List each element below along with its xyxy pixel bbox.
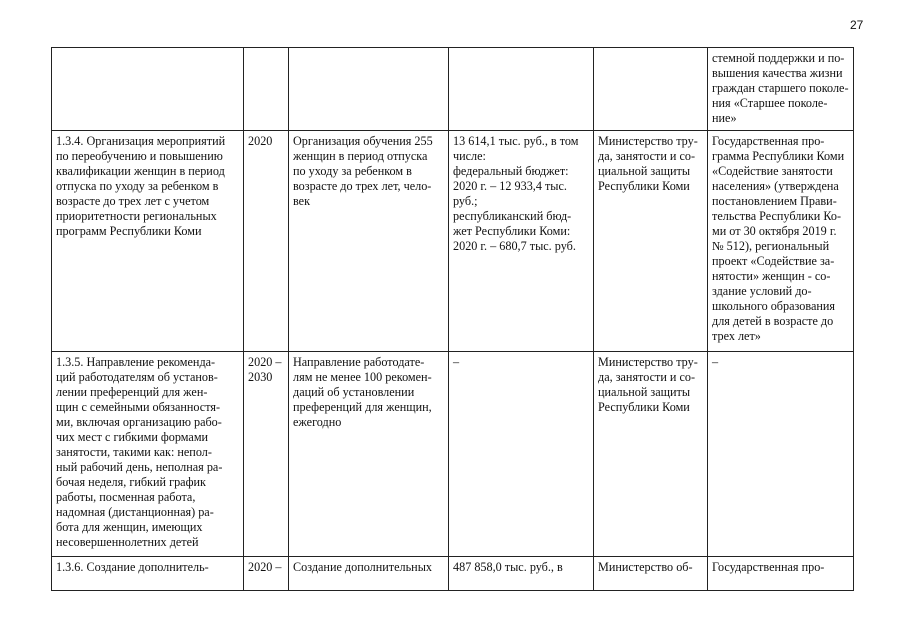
table-row	[52, 557, 854, 591]
table-row	[52, 131, 854, 352]
program-cell: стемной поддержки и по- вышения качества жизни граждан старшего поколе- ния «Старшее поколе- ние»	[708, 48, 854, 131]
period-cell: 2020 –	[244, 557, 289, 591]
funding-cell: 487 858,0 тыс. руб., в	[449, 557, 594, 591]
measures-table	[51, 47, 854, 591]
program-cell: Государственная про- грамма Республики Коми «Содействие занятости населения» (утверждена постановлением Прави- тельства Республики Ко- ми от 30 октября 2019 г. № 512), региональный проект «Содействие за- нятости» женщин - со- здание условий до- школьного образования для детей в возрасте до трех лет»	[708, 131, 854, 352]
measure-cell: 1.3.6. Создание дополнитель-	[52, 557, 244, 591]
measure-cell: 1.3.4. Организация мероприятий по переобучению и повышению квалификации женщин в период отпуска по уходу за ребенком в возрасте до трех лет с учетом приоритетности региональных программ Республики Коми	[52, 131, 244, 352]
executor-cell: Министерство об-	[594, 557, 708, 591]
period-cell: 2020 – 2030	[244, 352, 289, 557]
period-cell: 2020	[244, 131, 289, 352]
table-row	[52, 352, 854, 557]
funding-cell: –	[449, 352, 594, 557]
funding-cell	[449, 48, 594, 131]
executor-cell: Министерство тру- да, занятости и со- циальной защиты Республики Коми	[594, 131, 708, 352]
page-number: 27	[850, 18, 864, 32]
program-cell: –	[708, 352, 854, 557]
table-row	[52, 48, 854, 131]
measure-cell: 1.3.5. Направление рекоменда- ций работодателям об установ- лении преференций для жен- щин с семейными обязанностя- ми, включая организацию рабо- чих мест с гибкими формами занятости, такими как: непол- ный рабочий день, неполная ра- бочая неделя, гибкий график работы, посменная работа, надомная (дистанционная) ра- бота для женщин, имеющих несовершеннолетних детей	[52, 352, 244, 557]
executor-cell: Министерство тру- да, занятости и со- циальной защиты Республики Коми	[594, 352, 708, 557]
program-cell: Государственная про-	[708, 557, 854, 591]
measure-cell	[52, 48, 244, 131]
indicator-cell: Организация обучения 255 женщин в период отпуска по уходу за ребенком в возрасте до трех лет, чело- век	[289, 131, 449, 352]
period-cell	[244, 48, 289, 131]
indicator-cell: Направление работодате- лям не менее 100 рекомен- даций об установлении преференций для женщин, ежегодно	[289, 352, 449, 557]
indicator-cell	[289, 48, 449, 131]
funding-cell: 13 614,1 тыс. руб., в том числе: федеральный бюджет: 2020 г. – 12 933,4 тыс. руб.; республиканский бюд- жет Республики Коми: 2020 г. – 680,7 тыс. руб.	[449, 131, 594, 352]
executor-cell	[594, 48, 708, 131]
indicator-cell: Создание дополнительных	[289, 557, 449, 591]
